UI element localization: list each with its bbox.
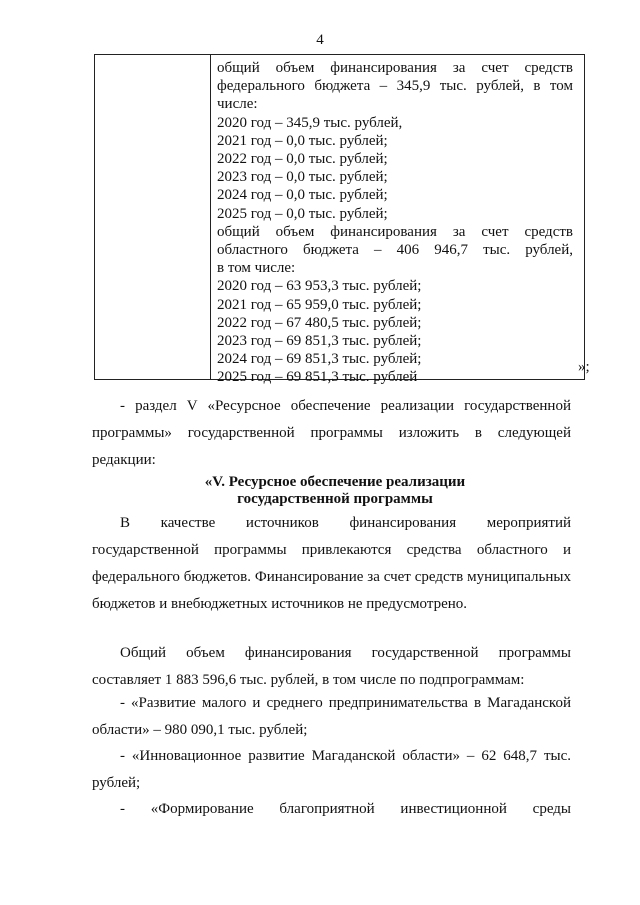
subprogram-item: - «Формирование благоприятной инвестиционной среды [120, 801, 571, 817]
funding-table [94, 54, 585, 386]
regional-intro-line: общий объем финансирования за счет средств [217, 223, 573, 240]
regional-year-line: 2020 год – 63 953,3 тыс. рублей; [217, 278, 422, 295]
federal-year-line: 2025 год – 0,0 тыс. рублей; [217, 205, 388, 222]
page-number: 4 [316, 32, 324, 48]
regional-year-line: 2025 год – 69 851,3 тыс. рублей [217, 369, 418, 386]
total-paragraph: Общий объем финансирования государственной программы составляет 1 883 596,6 тыс. рублей, в том числе по подпрограммам: [92, 645, 571, 688]
regional-intro-line: в том числе: [217, 260, 296, 277]
federal-intro-line: числе: [217, 96, 258, 113]
table-funding-cell [217, 59, 573, 387]
federal-intro-line: федерального бюджета – 345,9 тыс. рублей, в том [217, 78, 573, 95]
federal-year-line: 2020 год – 345,9 тыс. рублей, [217, 114, 403, 131]
section-title-line: государственной программы [237, 491, 433, 507]
closing-quote-mark: »; [578, 359, 590, 375]
table-column-divider [210, 55, 211, 379]
federal-year-line: 2023 год – 0,0 тыс. рублей; [217, 169, 388, 186]
instruction-paragraph: - раздел V «Ресурсное обеспечение реализации государственной программы» государственной программы изложить в следующей редакции: [92, 398, 571, 468]
section-title-line: «V. Ресурсное обеспечение реализации [204, 474, 466, 490]
regional-year-line: 2023 год – 69 851,3 тыс. рублей; [217, 333, 422, 350]
regional-year-line: 2022 год – 67 480,5 тыс. рублей; [217, 314, 422, 331]
sources-paragraph: В качестве источников финансирования мероприятий государственной программы привлекаются средства областного и федерального бюджетов. Финансирование за счет средств муниципальных бюджетов и внебюджетных источников не предусмотрено. [92, 515, 571, 612]
federal-intro-line: общий объем финансирования за счет средств [217, 60, 573, 76]
section-title [160, 474, 510, 508]
subprogram-item: - «Инновационное развитие Магаданской области» – 62 648,7 тыс. рублей; [92, 748, 571, 791]
federal-year-line: 2021 год – 0,0 тыс. рублей; [217, 132, 388, 149]
regional-year-line: 2024 год – 69 851,3 тыс. рублей; [217, 351, 422, 368]
regional-intro-line: областного бюджета – 406 946,7 тыс. рублей, [217, 242, 573, 259]
regional-year-line: 2021 год – 65 959,0 тыс. рублей; [217, 296, 422, 313]
federal-year-line: 2022 год – 0,0 тыс. рублей; [217, 151, 388, 168]
federal-year-line: 2024 год – 0,0 тыс. рублей; [217, 187, 388, 204]
subprogram-item: - «Развитие малого и среднего предпринимательства в Магаданской области» – 980 090,1 тыс. рублей; [92, 695, 571, 738]
